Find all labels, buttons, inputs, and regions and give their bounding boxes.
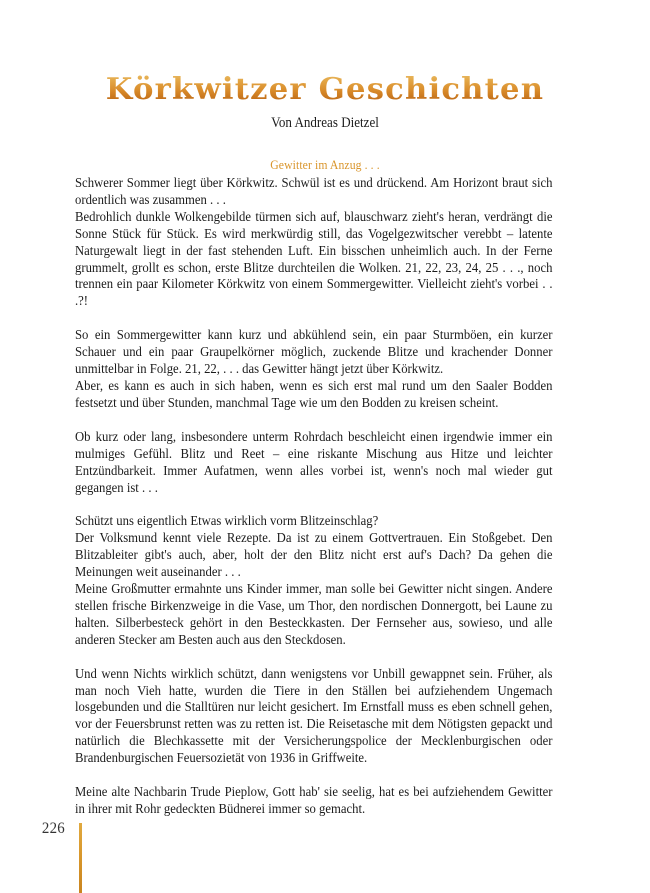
section-heading: Gewitter im Anzug . . . <box>270 158 380 172</box>
text-block <box>75 327 575 412</box>
paragraph: Bedrohlich dunkle Wolkengebilde türmen sich auf, blauschwarz zieht's heran, verdrängt die Sonne Stück für Stück. Es wird merkwürdig still, das Vogelgezwitscher verebbt – latente Naturgewalt liegt in der fast stehenden Luft. Ein bisschen unheimlich auch. In der Ferne grummelt, grollt es schon, erste Blitze durchteilen die Wolken. 21, 22, 23, 24, 25 . . ., noch trennen ein paar Kilometer Körkwitz von einem Sommergewitter. Vielleicht zieht's vorbei . . .?! <box>75 208 553 309</box>
paragraph: Aber, es kann es auch in sich haben, wenn es sich erst mal rund um den Saaler Bodden festsetzt und über Stunden, manchmal Tage wie um den Bodden zu kreisen scheint. <box>75 377 553 410</box>
text-block <box>75 784 575 818</box>
paragraph-spacer <box>75 496 575 513</box>
paragraph: Schützt uns eigentlich Etwas wirklich vorm Blitzeinschlag? <box>75 513 379 529</box>
text-block <box>75 429 575 497</box>
paragraph: So ein Sommergewitter kann kurz und abkühlend sein, ein paar Sturmböen, ein kurzer Schauer und ein paar Graupelkörner möglich, zuckende Blitze und krachender Donner unmittelbar in Folge. 21, 22, . . . das Gewitter hängt jetzt über Körkwitz. <box>75 327 553 377</box>
text-block <box>75 175 575 310</box>
text-block <box>75 666 575 767</box>
paragraph-spacer <box>75 412 575 429</box>
title-block <box>0 74 650 132</box>
page-number: 226 <box>41 820 66 837</box>
paragraph: Und wenn Nichts wirklich schützt, dann wenigstens vor Unbill gewappnet sein. Früher, als man noch Vieh hatte, wurden die Tiere in den Ställen bei aufziehendem Ungemach losgebunden und die Stalltüren nur leicht gesichert. Im Ernstfall muss es eben schnell gehen, vor der Feuersbrunst retten was zu retten ist. Die Reisetasche mit dem Nötigsten gepackt und natürlich die Blechkassette mit der Versicherungspolice der Mecklenburgischen oder Brandenburgischen Feuersozietät von 1936 in Griffweite. <box>75 665 553 766</box>
paragraph-spacer <box>75 310 575 327</box>
paragraph: Meine Großmutter ermahnte uns Kinder immer, man solle bei Gewitter nicht singen. Andere stellen frische Birkenzweige in die Vase, um Thor, den nordischen Donnergott, bei Laune zu halten. Silberbesteck gehört in den Besteckkasten. Der Fernseher aus, sowieso, und alle anderen Stecker am Besten auch aus den Steckdosen. <box>75 581 553 647</box>
paragraph: Meine alte Nachbarin Trude Pieplow, Gott hab' sie seelig, hat es bei aufziehendem Gewitter in ihrer mit Rohr gedeckten Büdnerei immer so gemacht. <box>75 784 553 816</box>
paragraph: Ob kurz oder lang, insbesondere unterm Rohrdach beschleicht einen irgendwie immer ein mulmiges Gefühl. Blitz und Reet – eine riskante Mischung aus Hitze und leichter Entzündbarkeit. Immer Aufatmen, wenn alles vorbei ist, wenn's noch mal wieder gut gegangen ist . . . <box>75 428 553 495</box>
paragraph-spacer <box>75 649 575 666</box>
paragraph: Der Volksmund kennt viele Rezepte. Da ist zu einem Gottvertrauen. Ein Stoßgebet. Den Blitzableiter gibt's auch, aber, holt der den Blitz nicht erst auf's Dach? Da gehen die Meinungen weit auseinander . . . <box>75 530 553 580</box>
article-body <box>75 158 575 818</box>
text-block <box>75 513 575 648</box>
folio-rule <box>79 823 82 893</box>
page-title: Körkwitzer Geschichten <box>0 74 650 106</box>
author-byline: Von Andreas Dietzel <box>271 114 379 131</box>
paragraph-spacer <box>75 767 575 784</box>
paragraph: Schwerer Sommer liegt über Körkwitz. Schwül ist es und drückend. Am Horizont braut sich ordentlich was zusammen . . . <box>75 175 553 207</box>
